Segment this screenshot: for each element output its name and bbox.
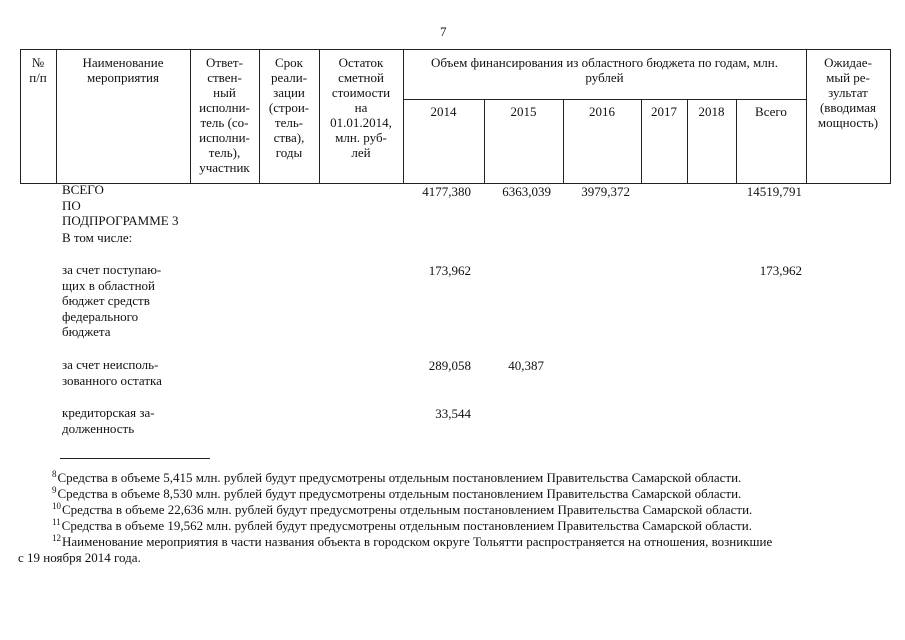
row-label-including: В том числе: bbox=[62, 230, 133, 245]
header-total: Всего bbox=[755, 104, 787, 119]
cell-total-2014: 4177,380 bbox=[422, 184, 471, 199]
footnote-mark: 11 bbox=[52, 517, 61, 527]
header-col-number: № п/п bbox=[29, 55, 47, 85]
footnote-text: Средства в объеме 19,562 млн. рублей будут предусмотрены отдельным постановлением Правительства Самарской области. bbox=[61, 518, 752, 533]
footnote-text: Средства в объеме 22,636 млн. рублей будут предусмотрены отдельным постановлением Правительства Самарской области. bbox=[62, 502, 753, 517]
footnote-9 bbox=[52, 486, 741, 502]
footnote-mark: 12 bbox=[52, 533, 61, 543]
header-col-expected-result: Ожидае- мый ре- зультат (вводимая мощность) bbox=[817, 55, 879, 130]
header-col-financing: Объем финансирования из областного бюджета по годам, млн. рублей bbox=[431, 55, 778, 85]
finance-subheader-border bbox=[403, 99, 806, 100]
footnote-mark: 9 bbox=[52, 485, 57, 495]
row-label-credit: кредиторская за- долженность bbox=[62, 405, 155, 436]
header-col-name: Наименование мероприятия bbox=[82, 55, 164, 85]
header-year-2017: 2017 bbox=[651, 104, 677, 119]
header-col-term: Срок реали- зации (строи- тель- ства), годы bbox=[268, 55, 310, 160]
row-label-federal: за счет поступаю- щих в областной бюджет средств федерального бюджета bbox=[62, 262, 162, 339]
header-year-2014: 2014 bbox=[430, 104, 457, 119]
cell-unused-2015: 40,387 bbox=[508, 358, 544, 373]
cell-total-2015: 6363,039 bbox=[502, 184, 551, 199]
header-col-remaining-cost: Остаток сметной стоимости на 01.01.2014, млн. руб- лей bbox=[330, 55, 392, 160]
cell-credit-2014: 33,544 bbox=[435, 406, 471, 421]
header-col-responsible: Ответ- ствен- ный исполни- тель (со- исполни- тель), участник bbox=[199, 55, 250, 175]
cell-unused-2014: 289,058 bbox=[428, 358, 471, 373]
page-number: 7 bbox=[440, 24, 447, 39]
footnote-mark: 10 bbox=[52, 501, 61, 511]
row-label-unused: за счет неисполь- зованного остатка bbox=[62, 357, 162, 388]
cell-total-2016: 3979,372 bbox=[581, 184, 630, 199]
table-top-border bbox=[20, 49, 891, 50]
row-label-total: ВСЕГО ПО ПОДПРОГРАММЕ 3 bbox=[62, 182, 179, 228]
footnote-12 bbox=[52, 534, 882, 550]
footnote-12-continuation: с 19 ноября 2014 года. bbox=[18, 550, 141, 565]
footnote-8 bbox=[52, 470, 741, 486]
header-year-2018: 2018 bbox=[698, 104, 725, 119]
footnote-11 bbox=[52, 518, 752, 534]
table-border bbox=[890, 49, 891, 183]
footnote-separator bbox=[60, 458, 210, 459]
footnote-text: Наименование мероприятия в части названия объекта в городском округе Тольятти распространяется на отношения, возникшие bbox=[62, 534, 773, 549]
header-year-2016: 2016 bbox=[589, 104, 615, 119]
footnote-text: Средства в объеме 5,415 млн. рублей будут предусмотрены отдельным постановлением Правительства Самарской области. bbox=[57, 470, 742, 485]
cell-federal-all: 173,962 bbox=[759, 263, 802, 278]
cell-total-all: 14519,791 bbox=[746, 184, 802, 199]
header-year-2015: 2015 bbox=[510, 104, 537, 119]
footnote-text: Средства в объеме 8,530 млн. рублей будут предусмотрены отдельным постановлением Правительства Самарской области. bbox=[57, 486, 742, 501]
footnote-10 bbox=[52, 502, 752, 518]
footnote-mark: 8 bbox=[52, 469, 57, 479]
cell-federal-2014: 173,962 bbox=[428, 263, 471, 278]
